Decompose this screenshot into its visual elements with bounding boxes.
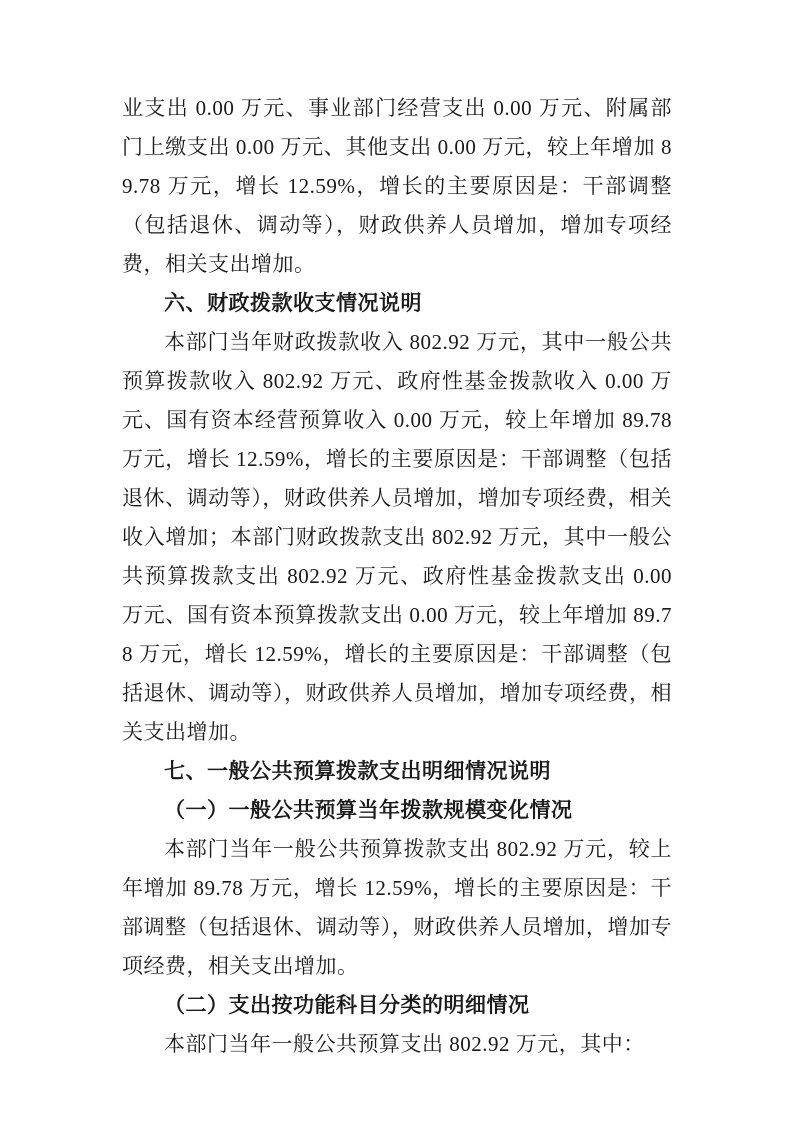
- paragraph-function-category: 本部门当年一般公共预算支出 802.92 万元，其中：: [164, 1032, 645, 1056]
- document-content: [122, 89, 672, 1064]
- subsection-heading-two: （二）支出按功能科目分类的明细情况: [164, 993, 530, 1017]
- section-heading-seven: 七、一般公共预算拨款支出明细情况说明: [164, 760, 551, 783]
- paragraph-budget-scale: 本部门当年一般公共预算拨款支出 802.92 万元，较上年增加 89.78 万元，增长 12.59%，增长的主要原因是：干部调整（包括退休、调动等），财政供养人员增加，增加专项经费，相关支出增加。: [122, 837, 672, 978]
- subsection-heading-one: （一）一般公共预算当年拨款规模变化情况: [164, 798, 573, 822]
- paragraph-continuation-expenditure: 业支出 0.00 万元、事业部门经营支出 0.00 万元、附属部门上缴支出 0.00 万元、其他支出 0.00 万元，较上年增加 89.78 万元，增长 12.59%，增长的主要原因是：干部调整（包括退休、调动等），财政供养人员增加，增加专项经费，相关支出增加。: [122, 96, 672, 276]
- paragraph-fiscal-appropriation: 本部门当年财政拨款收入 802.92 万元，其中一般公共预算拨款收入 802.92 万元、政府性基金拨款收入 0.00 万元、国有资本经营预算收入 0.00 万元，较上年增加 89.78 万元，增长 12.59%，增长的主要原因是：干部调整（包括退休、调动等），财政供养人员增加，增加专项经费，相关收入增加；本部门财政拨款支出 802.92 万元，其中一般公共预算拨款支出 802.92 万元、政府性基金拨款支出 0.00 万元、国有资本预算拨款支出 0.00 万元，较上年增加 89.78 万元，增长 12.59%，增长的主要原因是：干部调整（包括退休、调动等），财政供养人员增加，增加专项经费，相关支出增加。: [122, 330, 672, 744]
- section-heading-six: 六、财政拨款收支情况说明: [164, 292, 422, 315]
